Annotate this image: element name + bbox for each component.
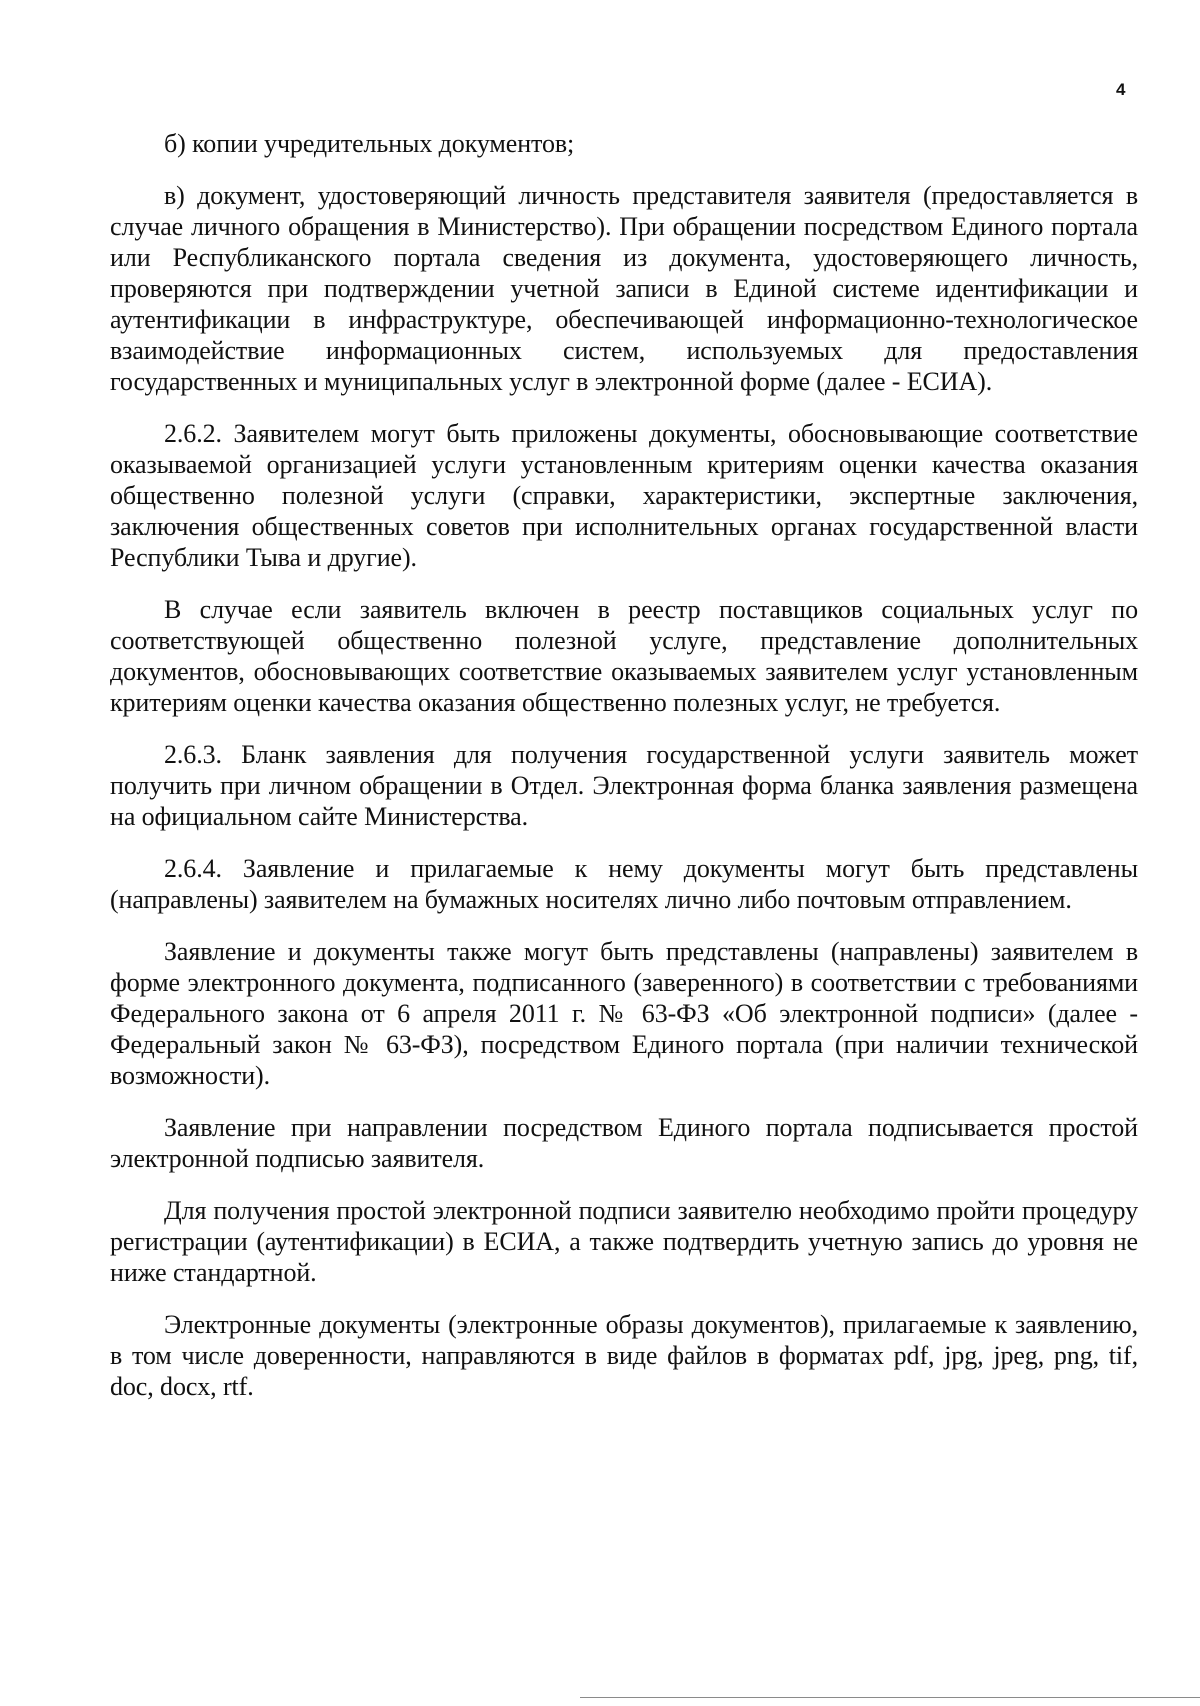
paragraph-2-6-4: 2.6.4. Заявление и прилагаемые к нему документы могут быть представлены (направлены) заявителем на бумажных носителях лично либо почтовым отправлением. xyxy=(110,854,1138,914)
paragraph-esia-registration: Для получения простой электронной подписи заявителю необходимо пройти процедуру регистрации (аутентификации) в ЕСИА, а также подтвердить учетную запись до уровня не ниже стандартной. xyxy=(110,1196,1138,1287)
page-number: 4 xyxy=(1116,80,1126,99)
paragraph-electronic-submission: Заявление и документы также могут быть представлены (направлены) заявителем в форме электронного документа, подписанного (заверенного) в соответствии с требованиями Федерального закона от 6 апреля 2011 г. № 63-ФЗ «Об электронной подписи» (далее - Федеральный закон № 63-ФЗ), посредством Единого портала (при наличии технической возможности). xyxy=(110,937,1138,1090)
bottom-edge-line xyxy=(580,1697,1200,1698)
paragraph-item-b: б) копии учредительных документов; xyxy=(164,129,575,158)
paragraph-2-6-2: 2.6.2. Заявителем могут быть приложены документы, обосновывающие соответствие оказываемой организацией услуги установленным критериям оценки качества оказания общественно полезной услуги (справки, характеристики, экспертные заключения, заключения общественных советов при исполнительных органах государственной власти Республики Тыва и другие). xyxy=(110,419,1138,572)
paragraph-2-6-3: 2.6.3. Бланк заявления для получения государственной услуги заявитель может получить при личном обращении в Отдел. Электронная форма бланка заявления размещена на официальном сайте Министерства. xyxy=(110,740,1138,831)
paragraph-simple-signature: Заявление при направлении посредством Единого портала подписывается простой электронной подписью заявителя. xyxy=(110,1113,1138,1173)
paragraph-item-v: в) документ, удостоверяющий личность представителя заявителя (предоставляется в случае личного обращения в Министерство). При обращении посредством Единого портала или Республиканского портала сведения из документа, удостоверяющего личность, проверяются при подтверждении учетной записи в Единой системе идентификации и аутентификации в инфраструктуре, обеспечивающей информационно-технологическое взаимодействие информационных систем, используемых для предоставления государственных и муниципальных услуг в электронной форме (далее - ЕСИА). xyxy=(110,181,1138,396)
document-body xyxy=(110,128,1138,1423)
paragraph-registry-exception: В случае если заявитель включен в реестр поставщиков социальных услуг по соответствующей общественно полезной услуге, представление дополнительных документов, обосновывающих соответствие оказываемых заявителем услуг установленным критериям оценки качества оказания общественно полезных услуг, не требуется. xyxy=(110,595,1138,717)
paragraph-file-formats: Электронные документы (электронные образы документов), прилагаемые к заявлению, в том числе доверенности, направляются в виде файлов в форматах pdf, jpg, jpeg, png, tif, doc, docx, rtf. xyxy=(110,1310,1138,1401)
